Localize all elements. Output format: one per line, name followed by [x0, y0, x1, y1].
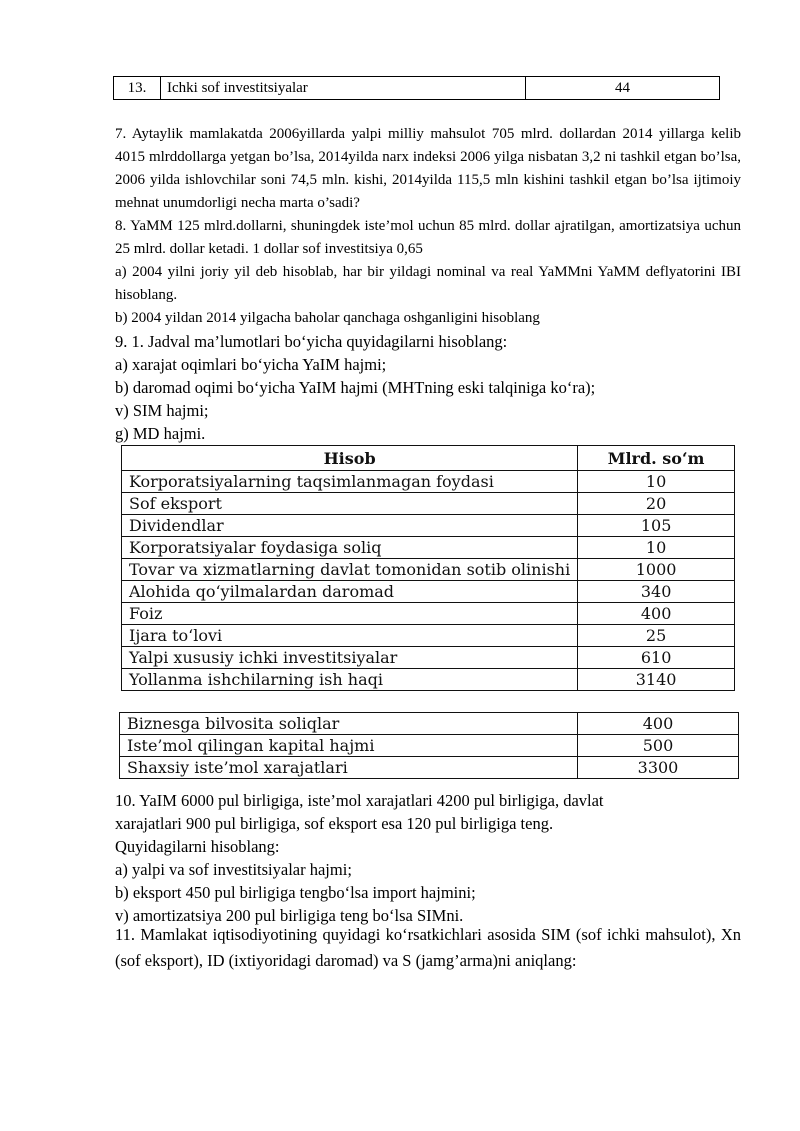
account-label: Korporatsiyalar foydasiga soliq — [122, 537, 578, 559]
table-row — [122, 515, 735, 537]
account-value: 25 — [578, 625, 735, 647]
table-row — [122, 537, 735, 559]
account-value: 10 — [578, 471, 735, 493]
account-label: Foiz — [122, 603, 578, 625]
table-row — [122, 669, 735, 691]
problem-9-g: g) MD hajmi. — [115, 424, 206, 443]
account-value: 3300 — [578, 757, 739, 779]
account-value: 500 — [578, 735, 739, 757]
account-label: Yollanma ishchilarning ish haqi — [122, 669, 578, 691]
row-number: 13. — [114, 77, 161, 100]
header-amount: Mlrd. so‘m — [578, 446, 735, 471]
problem-10-line-3: Quyidagilarni hisoblang: — [115, 837, 280, 856]
problem-8: 8. YaMM 125 mlrd.dollarni, shuningdek iste’mol uchun 85 mlrd. dollar ajratilgan, amortizatsiya uchun 25 mlrd. dollar ketadi. 1 dollar sof investitsiya 0,65 — [115, 218, 741, 257]
table-row — [122, 647, 735, 669]
problem-11: 11. Mamlakat iqtisodiyotining quyidagi ko‘rsatkichlari asosida SIM (sof ichki mahsulot), Xn (sof eksport), ID (ixtiyoridagi daromad) va S (jamg’arma)ni aniqlang: — [115, 925, 741, 970]
problem-9-a: a) xarajat oqimlari bo‘yicha YaIM hajmi; — [115, 355, 387, 374]
table-row — [120, 735, 739, 757]
table-row — [120, 757, 739, 779]
problem-8-a: a) 2004 yilni joriy yil deb hisoblab, har bir yildagi nominal va real YaMMni YaMM deflyatorini IBI hisoblang. — [115, 264, 741, 303]
problem-10-b: b) eksport 450 pul birligiga tengbo‘lsa import hajmini; — [115, 883, 476, 902]
account-value: 105 — [578, 515, 735, 537]
account-label: Yalpi xususiy ichki investitsiyalar — [122, 647, 578, 669]
table-row — [122, 493, 735, 515]
problem-7: 7. Aytaylik mamlakatda 2006yillarda yalpi milliy mahsulot 705 mlrd. dollardan 2014 yillarga kelib 4015 mlrddollarga yetgan bo’lsa, 2014yilda narx indeksi 2006 yilga nisbatan 3,2 ni tashkil etgan bo’lsa, 2006 yilda ishlovchilar soni 74,5 mln. kishi, 2014yilda 115,5 mln kishini tashkil etgan bo’lsa ijtimoiy mehnat unumdorligi necha marta o’sadi? — [115, 126, 741, 211]
row-value: 44 — [526, 77, 720, 100]
problem-10-a: a) yalpi va sof investitsiyalar hajmi; — [115, 860, 352, 879]
account-label: Ijara to‘lovi — [122, 625, 578, 647]
account-label: Alohida qo‘yilmalardan daromad — [122, 581, 578, 603]
table-header-row — [122, 446, 735, 471]
problem-10-line-2: xarajatlari 900 pul birligiga, sof eksport esa 120 pul birligiga teng. — [115, 814, 554, 833]
accounts-table-continued — [119, 712, 739, 779]
problem-8-b: b) 2004 yildan 2014 yilgacha baholar qanchaga oshganligini hisoblang — [115, 310, 540, 326]
problem-10-v: v) amortizatsiya 200 pul birligiga teng bo‘lsa SIMni. — [115, 906, 464, 925]
problem-9-title: 9. 1. Jadval ma’lumotlari bo‘yicha quyidagilarni hisoblang: — [115, 332, 508, 351]
account-value: 1000 — [578, 559, 735, 581]
table-row — [122, 471, 735, 493]
account-label: Korporatsiyalarning taqsimlanmagan foydasi — [122, 471, 578, 493]
account-label: Sof eksport — [122, 493, 578, 515]
table-row — [122, 603, 735, 625]
header-account: Hisob — [122, 446, 578, 471]
account-label: Tovar va xizmatlarning davlat tomonidan sotib olinishi — [122, 559, 578, 581]
continued-table — [113, 76, 720, 100]
account-label: Iste’mol qilingan kapital hajmi — [120, 735, 578, 757]
account-value: 610 — [578, 647, 735, 669]
table-row — [114, 77, 720, 100]
account-value: 10 — [578, 537, 735, 559]
row-label: Ichki sof investitsiyalar — [161, 77, 526, 100]
account-label: Dividendlar — [122, 515, 578, 537]
account-value: 20 — [578, 493, 735, 515]
account-label: Biznesga bilvosita soliqlar — [120, 713, 578, 735]
problem-10-line-1: 10. YaIM 6000 pul birligiga, iste’mol xarajatlari 4200 pul birligiga, davlat — [115, 791, 604, 810]
account-value: 400 — [578, 603, 735, 625]
account-value: 3140 — [578, 669, 735, 691]
account-label: Shaxsiy iste’mol xarajatlari — [120, 757, 578, 779]
accounts-table — [121, 445, 735, 691]
account-value: 400 — [578, 713, 739, 735]
problem-9-b: b) daromad oqimi bo‘yicha YaIM hajmi (MHTning eski talqiniga ko‘ra); — [115, 378, 596, 397]
table-row — [122, 625, 735, 647]
table-row — [122, 581, 735, 603]
account-value: 340 — [578, 581, 735, 603]
table-row — [120, 713, 739, 735]
problem-9-v: v) SIM hajmi; — [115, 401, 209, 420]
table-row — [122, 559, 735, 581]
